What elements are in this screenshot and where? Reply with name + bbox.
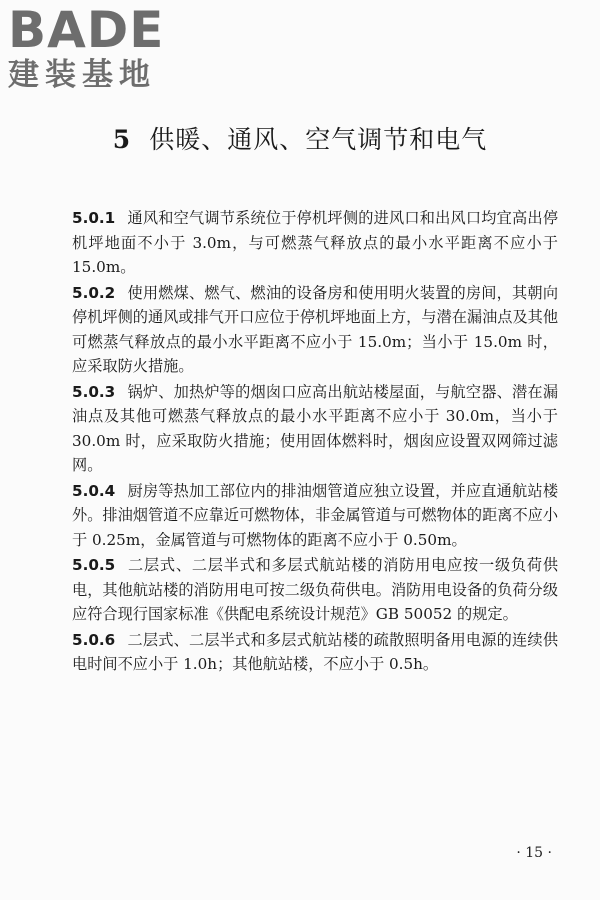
page-number: · 15 · <box>516 845 552 861</box>
clause-5-0-2 <box>72 281 558 379</box>
clause-number: 5.0.1 <box>72 209 116 227</box>
clause-5-0-6 <box>72 628 558 677</box>
clause-number: 5.0.5 <box>72 556 116 574</box>
clause-text: 使用燃煤、燃气、燃油的设备房和使用明火装置的房间，其朝向停机坪侧的通风或排气开口应位于停机坪地面上方，与潜在漏油点及其他可燃蒸气释放点的最小水平距离不应小于 15.0m；当小于 15.0m 时，应采取防火措施。 <box>72 283 558 375</box>
clause-5-0-1 <box>72 206 558 280</box>
bade-logo <box>8 1 178 93</box>
clause-5-0-3 <box>72 380 558 478</box>
clause-number: 5.0.6 <box>72 630 116 649</box>
clause-text: 通风和空气调节系统位于停机坪侧的进风口和出风口均宜高出停机坪地面不小于 3.0m，与可燃蒸气释放点的最小水平距离不应小于 15.0m。 <box>72 209 558 276</box>
clause-5-0-5 <box>72 553 558 627</box>
logo-wordmark: BADE <box>8 1 165 59</box>
clause-text: 厨房等热加工部位内的排油烟管道应独立设置，并应直通航站楼外。排油烟管道不应靠近可燃物体，非金属管道与可燃物体的距离不应小于 0.25m，金属管道与可燃物体的距离不应小于 0.50m。 <box>72 481 558 549</box>
clause-number: 5.0.2 <box>72 283 116 302</box>
clause-number: 5.0.3 <box>72 382 116 401</box>
chapter-title <box>0 120 600 156</box>
logo-subtitle: 建装基地 <box>8 57 156 93</box>
chapter-title-text: 供暖、通风、空气调节和电气 <box>149 125 488 154</box>
clause-number: 5.0.4 <box>72 481 116 500</box>
clause-text: 二层式、二层半式和多层式航站楼的消防用电应按一级负荷供电，其他航站楼的消防用电可按二级负荷供电。消防用电设备的负荷分级应符合现行国家标准《供配电系统设计规范》GB 50052 的规定。 <box>72 556 558 623</box>
clause-text: 二层式、二层半式和多层式航站楼的疏散照明备用电源的连续供电时间不应小于 1.0h；其他航站楼，不应小于 0.5h。 <box>72 630 558 673</box>
clause-text: 锅炉、加热炉等的烟囱口应高出航站楼屋面，与航空器、潜在漏油点及其他可燃蒸气释放点的最小水平距离不应小于 30.0m，当小于 30.0m 时，应采取防火措施；使用固体燃料时，烟囱应设置双网筛过滤网。 <box>72 382 558 474</box>
chapter-number: 5 <box>112 125 132 154</box>
clause-5-0-4 <box>72 479 558 553</box>
clauses-body <box>72 206 558 678</box>
